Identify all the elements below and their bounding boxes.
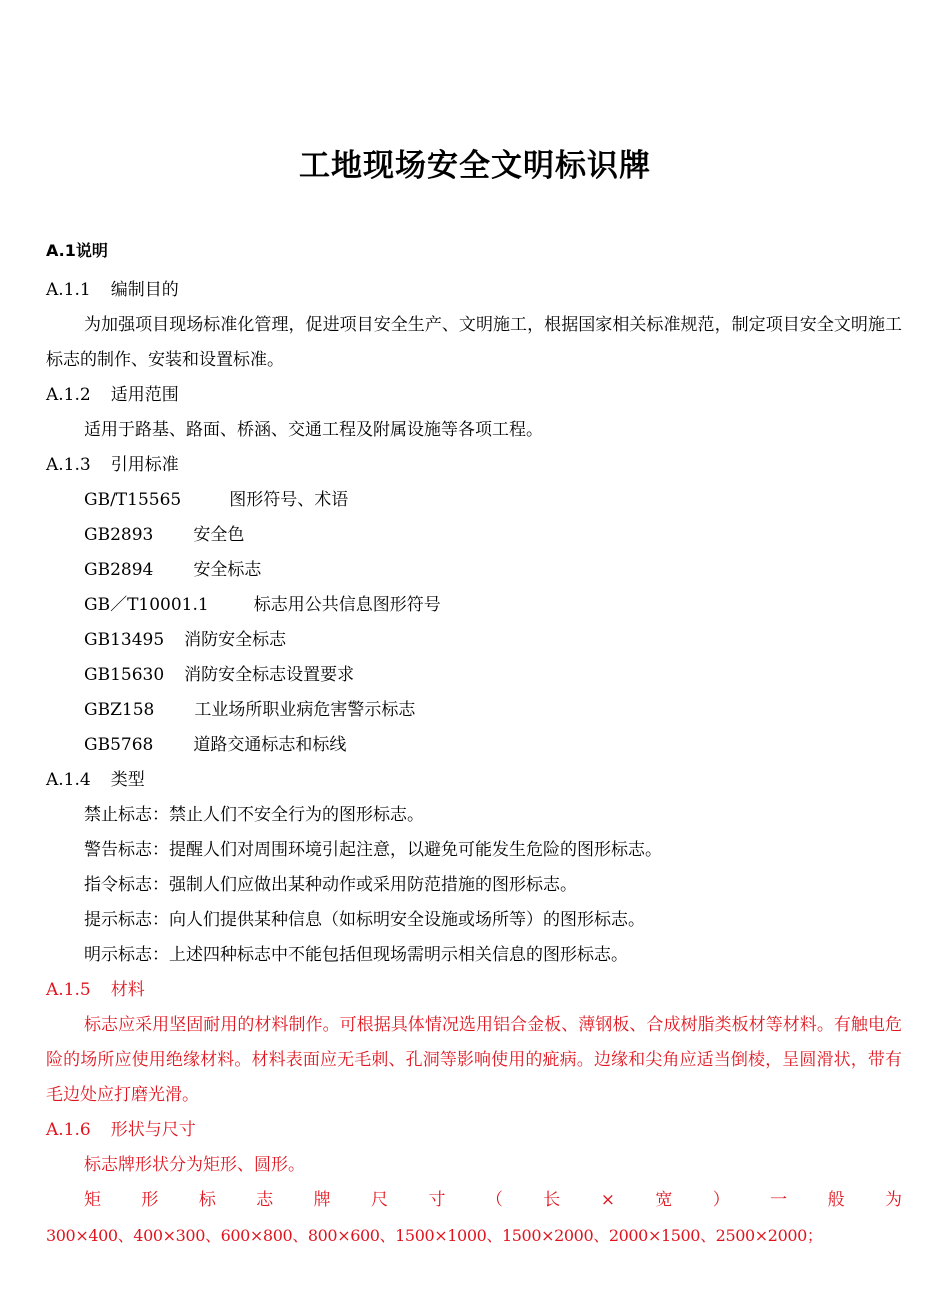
standard-item [46, 588, 902, 623]
subsection-heading-a112 [46, 378, 902, 413]
subsection-heading-a113 [46, 448, 902, 483]
standard-item [46, 623, 902, 658]
standard-code: GB15630 [84, 665, 165, 685]
standard-name: 标志用公共信息图形符号 [253, 595, 441, 615]
subsection-number: A.1.2 [46, 385, 91, 405]
standard-code: GBZ158 [84, 700, 155, 720]
standard-item [46, 693, 902, 728]
subsection-title: 适用范围 [110, 385, 179, 405]
standard-name: 消防安全标志设置要求 [184, 665, 355, 685]
standard-item [46, 658, 902, 693]
standard-name: 工业场所职业病危害警示标志 [194, 700, 416, 720]
subsection-heading-a111 [46, 273, 902, 308]
standard-code: GB／T10001.1 [84, 595, 209, 615]
paragraph-size-values: 300×400、400×300、600×800、800×600、1500×1000、1500×2000、2000×1500、2500×2000； [46, 1226, 823, 1245]
subsection-heading-a116 [46, 1113, 902, 1148]
standard-code: GB5768 [84, 735, 154, 755]
subsection-number: A.1.1 [46, 280, 91, 300]
paragraph-materials: 标志应采用坚固耐用的材料制作。可根据具体情况选用铝合金板、薄钢板、合成树脂类板材等材料。有触电危险的场所应使用绝缘材料。材料表面应无毛刺、孔洞等影响使用的疵病。边缘和尖角应适当倒棱，呈圆滑状，带有毛边处应打磨光滑。 [46, 1015, 902, 1105]
standard-name: 安全色 [193, 525, 245, 545]
paragraph-purpose-text: 为加强项目现场标准化管理，促进项目安全生产、文明施工，根据国家相关标准规范，制定项目安全文明施工标志的制作、安装和设置标准。 [46, 315, 902, 370]
standard-code: GB/T15565 [84, 490, 182, 510]
subsection-number: A.1.3 [46, 455, 91, 475]
section-heading: A.1说明 [46, 241, 108, 260]
standard-name: 安全标志 [193, 560, 262, 580]
standard-item [46, 518, 902, 553]
standard-name: 图形符号、术语 [229, 490, 349, 510]
standard-code: GB13495 [84, 630, 165, 650]
standard-item [46, 483, 902, 518]
standard-name: 道路交通标志和标线 [193, 735, 347, 755]
document-title: 工地现场安全文明标识牌 [299, 148, 651, 184]
paragraph-scope: 适用于路基、路面、桥涵、交通工程及附属设施等各项工程。 [84, 420, 543, 440]
subsection-number: A.1.4 [46, 770, 91, 790]
type-item: 禁止标志：禁止人们不安全行为的图形标志。 [84, 805, 424, 825]
subsection-title: 编制目的 [110, 280, 179, 300]
subsection-title: 类型 [110, 770, 145, 790]
standard-item [46, 728, 902, 763]
subsection-heading-a114 [46, 763, 902, 798]
standard-code: GB2893 [84, 525, 154, 545]
subsection-title: 材料 [110, 980, 145, 1000]
standard-code: GB2894 [84, 560, 154, 580]
paragraph-purpose [46, 308, 902, 378]
type-item: 指令标志：强制人们应做出某种动作或采用防范措施的图形标志。 [84, 875, 577, 895]
paragraph-size-intro: 矩形标志牌尺寸（长×宽）一般为 [84, 1190, 902, 1210]
subsection-title: 形状与尺寸 [110, 1120, 196, 1140]
subsection-number: A.1.5 [46, 980, 91, 1000]
standard-item [46, 553, 902, 588]
subsection-title: 引用标准 [110, 455, 179, 475]
standard-name: 消防安全标志 [184, 630, 287, 650]
type-item: 提示标志：向人们提供某种信息（如标明安全设施或场所等）的图形标志。 [84, 910, 645, 930]
document-body [46, 273, 902, 1253]
subsection-number: A.1.6 [46, 1120, 91, 1140]
paragraph-shape: 标志牌形状分为矩形、圆形。 [84, 1155, 305, 1175]
subsection-heading-a115 [46, 973, 902, 1008]
type-item: 警告标志：提醒人们对周围环境引起注意，以避免可能发生危险的图形标志。 [84, 840, 662, 860]
type-item: 明示标志：上述四种标志中不能包括但现场需明示相关信息的图形标志。 [84, 945, 628, 965]
